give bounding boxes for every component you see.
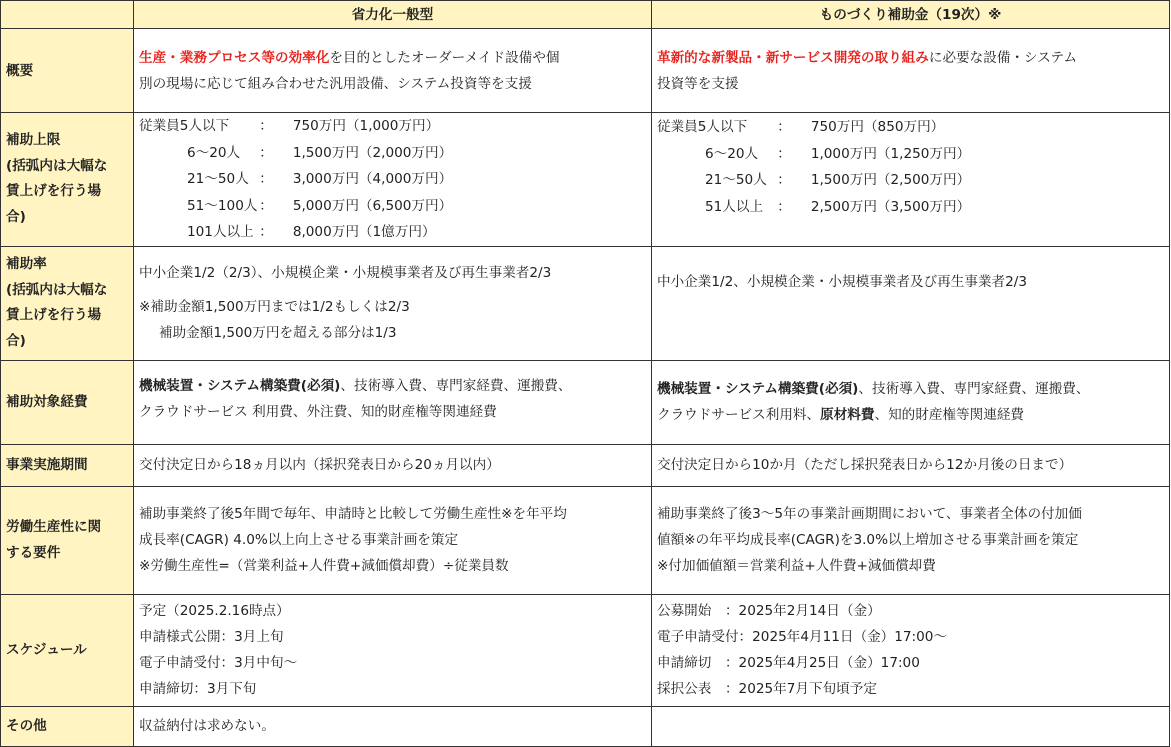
row-period xyxy=(1,444,1170,486)
other-monozukuri xyxy=(652,706,1170,746)
period-monozukuri: 交付決定日から10か月（ただし採択発表日から12か月後の日まで） xyxy=(652,444,1170,486)
rate-shoryokuka: 中小企業1/2（2/3）、小規模企業・小規模事業者及び再生事業者2/3 ※補助金額1,500万円までは1/2もしくは2/3 補助金額1,500万円を超える部分は1/3 xyxy=(134,246,652,360)
limit-monozukuri xyxy=(652,113,1170,247)
row-productivity xyxy=(1,486,1170,594)
limit-item: 6～20人 ： 1,500万円（2,000万円） xyxy=(187,144,453,161)
header-corner xyxy=(1,1,134,29)
header-monozukuri: ものづくり補助金（19次）※ xyxy=(652,1,1170,29)
productivity-shoryokuka: 補助事業終了後5年間で毎年、申請時と比較して労働生産性※を年平均 成長率(CAGR) 4.0%以上向上させる事業計画を策定 ※労働生産性=（営業利益+人件費+減価償却費）÷従業員数 xyxy=(134,486,652,594)
limit-item: 6～20人 ： 1,000万円（1,250万円） xyxy=(705,145,971,162)
limit-item: 51～100人 ： 5,000万円（6,500万円） xyxy=(187,197,453,214)
limit-item: 101人以上 ： 8,000万円（1億万円） xyxy=(187,224,436,240)
row-other xyxy=(1,706,1170,746)
row-label-other: その他 xyxy=(1,706,134,746)
row-limit xyxy=(1,113,1170,247)
row-overview xyxy=(1,29,1170,113)
period-shoryokuka: 交付決定日から18ヵ月以内（採択発表日から20ヵ月以内） xyxy=(134,444,652,486)
limit-list xyxy=(139,113,452,246)
row-label-schedule: スケジュール xyxy=(1,594,134,706)
productivity-monozukuri: 補助事業終了後3～5年の事業計画期間において、事業者全体の付加価 値額※の年平均成長率(CAGR)を3.0%以上増加させる事業計画を策定 ※付加価値額＝営業利益+人件費+減価償却費 xyxy=(652,486,1170,594)
row-label-productivity: 労働生産性に関 する要件 xyxy=(1,486,134,594)
limit-item: 51人以上 ： 2,500万円（3,500万円） xyxy=(705,198,971,215)
overview-emphasis: 革新的な新製品・新サービス開発の取り組み xyxy=(657,49,929,66)
limit-item: 21～50人 ： 1,500万円（2,500万円） xyxy=(705,172,971,188)
limit-list xyxy=(657,114,970,220)
limit-shoryokuka xyxy=(134,113,652,247)
row-rate xyxy=(1,246,1170,360)
row-expenses xyxy=(1,360,1170,444)
overview-shoryokuka: 生産・業務プロセス等の効率化を目的としたオーダーメイド設備や個 別の現場に応じて組み合わせた汎用設備、システム投資等を支援 xyxy=(134,29,652,113)
other-shoryokuka: 収益納付は求めない。 xyxy=(134,706,652,746)
row-label-overview: 概要 xyxy=(1,29,134,113)
limit-item: 従業員5人以下 ： 750万円（850万円） xyxy=(657,119,945,135)
row-label-period: 事業実施期間 xyxy=(1,444,134,486)
expenses-shoryokuka: 機械装置・システム構築費(必須)、技術導入費、専門家経費、運搬費、 クラウドサービス 利用費、外注費、知的財産権等関連経費 xyxy=(134,360,652,444)
overview-emphasis: 生産・業務プロセス等の効率化 xyxy=(139,49,330,66)
row-label-rate: 補助率 (括弧内は大幅な 賃上げを行う場 合) xyxy=(1,246,134,360)
limit-item: 従業員5人以下 ： 750万円（1,000万円） xyxy=(139,118,440,134)
schedule-shoryokuka: 予定（2025.2.16時点） 申請様式公開：3月上旬 電子申請受付：3月中旬～ 申請締切：3月下旬 xyxy=(134,594,652,706)
header-row xyxy=(1,1,1170,29)
overview-monozukuri: 革新的な新製品・新サービス開発の取り組みに必要な設備・システム 投資等を支援 xyxy=(652,29,1170,113)
row-label-expenses: 補助対象経費 xyxy=(1,360,134,444)
schedule-monozukuri: 公募開始 ：2025年2月14日（金） 電子申請受付：2025年4月11日（金）17:00～ 申請締切 ：2025年4月25日（金）17:00 採択公表 ：2025年7月下旬頃予定 xyxy=(652,594,1170,706)
expenses-monozukuri: 機械装置・システム構築費(必須)、技術導入費、専門家経費、運搬費、 クラウドサービス利用料、原材料費、知的財産権等関連経費 xyxy=(652,360,1170,444)
limit-item: 21～50人 ： 3,000万円（4,000万円） xyxy=(187,171,453,187)
row-schedule xyxy=(1,594,1170,706)
rate-monozukuri: 中小企業1/2、小規模企業・小規模事業者及び再生事業者2/3 xyxy=(652,246,1170,360)
header-shoryokuka: 省力化一般型 xyxy=(134,1,652,29)
row-label-limit: 補助上限 (括弧内は大幅な 賃上げを行う場 合) xyxy=(1,113,134,247)
